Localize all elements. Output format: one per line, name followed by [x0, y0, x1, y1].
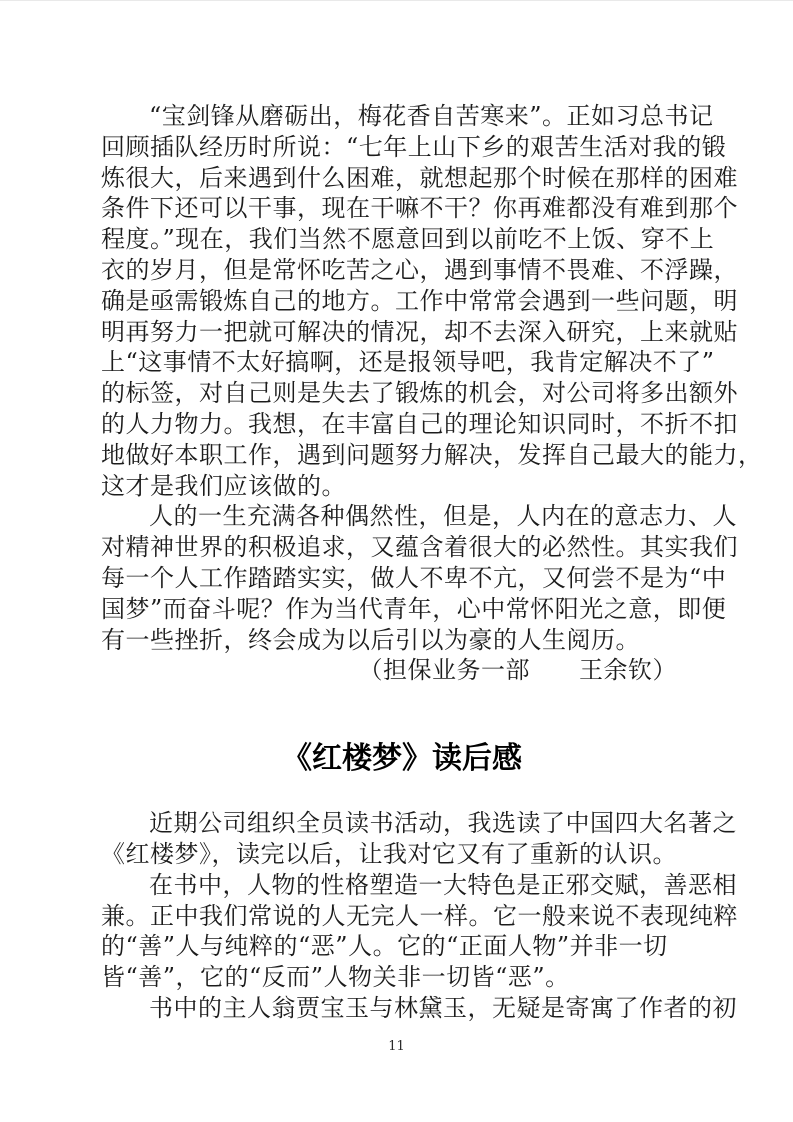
- text-line: 回顾插队经历时所说：“七年上山下乡的艰苦生活对我的锻: [101, 132, 727, 161]
- essay-previous-paragraphs: [101, 101, 763, 655]
- paragraph: [101, 993, 737, 1024]
- text-line: 的“善”人与纯粹的“恶”人。它的“正面人物”并非一切: [101, 932, 668, 961]
- text-line: 有一些挫折，终会成为以后引以为豪的人生阅历。: [101, 625, 640, 654]
- text-line: 每一个人工作踏踏实实，做人不卑不亢，又何尝不是为“中: [101, 563, 727, 592]
- text-line: 这才是我们应该做的。: [101, 471, 346, 500]
- text-line: 上“这事情不太好搞啊，还是报领导吧，我肯定解决不了”: [101, 348, 715, 377]
- text-line: 近期公司组织全员读书活动，我选读了中国四大名著之: [149, 809, 737, 838]
- paragraph: [101, 501, 738, 655]
- text-line: “宝剑锋从磨砺出，梅花香自苦寒来”。正如习总书记: [149, 102, 714, 130]
- text-line: 地做好本职工作，遇到问题努力解决，发挥自己最大的能力，: [101, 440, 763, 469]
- text-line: 的标签，对自己则是失去了锻炼的机会，对公司将多出额外: [101, 379, 738, 408]
- essay-title: 《红楼梦》读后感: [282, 741, 522, 777]
- text-line: 书中的主人翁贾宝玉与林黛玉，无疑是寄寓了作者的初: [149, 993, 737, 1022]
- essay-hongloumeng-section: [101, 808, 738, 1024]
- text-line: 明再努力一把就可解决的情况，却不去深入研究，上来就贴: [101, 317, 738, 346]
- text-line: 程度。”现在，我们当然不愿意回到以前吃不上饭、穿不上: [101, 225, 715, 254]
- text-line: 衣的岁月，但是常怀吃苦之心，遇到事情不畏难、不浮躁，: [101, 255, 738, 284]
- essay-hongloumeng-paragraphs: [101, 808, 738, 1024]
- text-line: 国梦”而奋斗呢？作为当代青年，心中常怀阳光之意，即便: [101, 594, 727, 623]
- text-line: 对精神世界的积极追求，又蕴含着很大的必然性。其实我们: [101, 533, 738, 562]
- paragraph: [101, 808, 737, 870]
- text-line: 《红楼梦》，读完以后，让我对它又有了重新的认识。: [101, 839, 677, 868]
- page-number: 11: [388, 1039, 405, 1054]
- text-line: 确是亟需锻炼自己的地方。工作中常常会遇到一些问题，明: [101, 286, 738, 315]
- text-line: 人的一生充满各种偶然性，但是，人内在的意志力、人: [149, 502, 737, 531]
- text-line: 条件下还可以干事，现在干嘛不干？你再难都没有难到那个: [101, 194, 738, 223]
- essay-signature: （担保业务一部 王余钦）: [358, 656, 677, 685]
- paragraph: [101, 870, 738, 993]
- page-body: [101, 101, 763, 1024]
- text-line: 的人力物力。我想，在丰富自己的理论知识同时，不折不扣: [101, 409, 738, 438]
- text-line: 兼。正中我们常说的人无完人一样。它一般来说不表现纯粹: [101, 901, 738, 930]
- text-line: 炼很大，后来遇到什么困难，就想起那个时候在那样的困难: [101, 163, 738, 192]
- essay-previous-section: [101, 101, 763, 686]
- text-line: 在书中，人物的性格塑造一大特色是正邪交赋，善恶相: [149, 870, 737, 899]
- text-line: 皆“善”，它的“反而”人物关非一切皆“恶”。: [101, 963, 570, 992]
- paragraph: [101, 101, 763, 501]
